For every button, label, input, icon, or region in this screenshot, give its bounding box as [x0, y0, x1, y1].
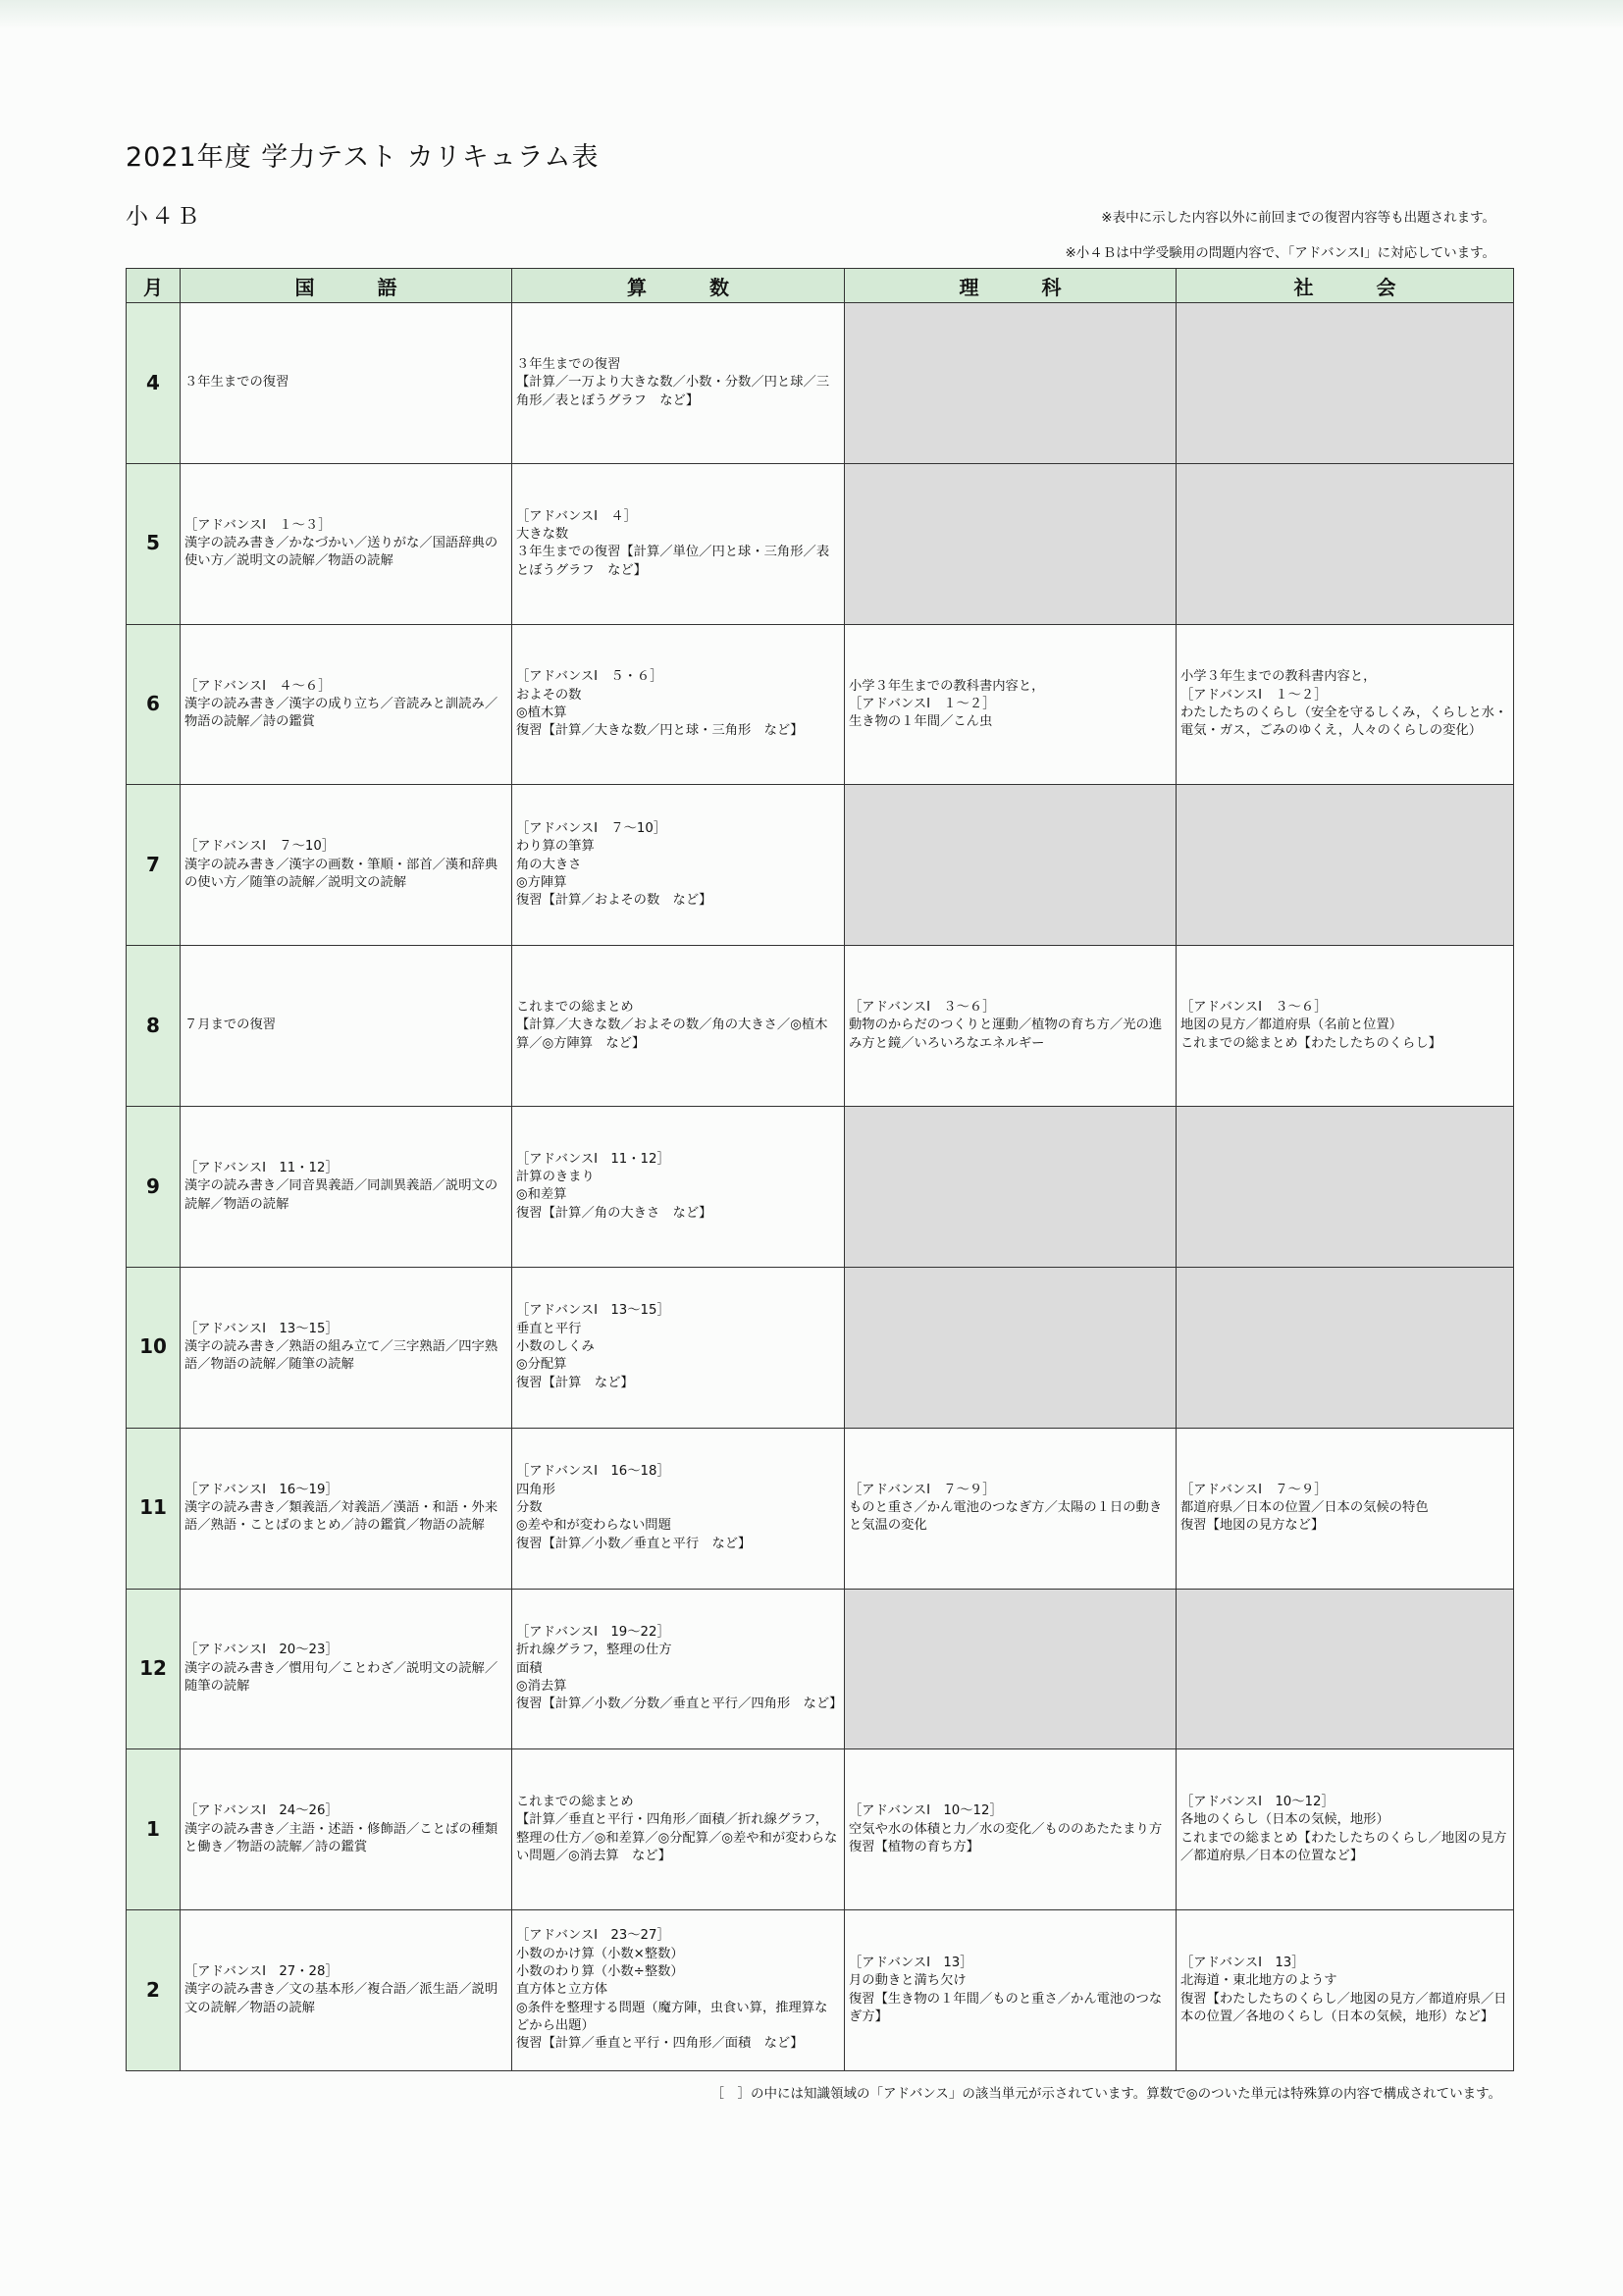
table-row — [127, 946, 1514, 1107]
sansu-cell: ［アドバンスⅠ 13～15］ 垂直と平行 小数のしくみ ◎分配算 復習【計算 など】 — [512, 1267, 845, 1428]
month-cell: 9 — [127, 1107, 181, 1268]
grade-label: 小４Ｂ — [126, 204, 202, 230]
month-cell: 11 — [127, 1428, 181, 1589]
table-header-row — [127, 269, 1514, 303]
table-row — [127, 1428, 1514, 1589]
sansu-cell: ［アドバンスⅠ 16～18］ 四角形 分数 ◎差や和が変わらない問題 復習【計算／小数／垂直と平行 など】 — [512, 1428, 845, 1589]
note-review-content: ※表中に示した内容以外に前回までの復習内容等も出題されます。 — [1101, 210, 1495, 226]
shakai-cell: 小学３年生までの教科書内容と， ［アドバンスⅠ １～２］ わたしたちのくらし（安全を守るしくみ，くらしと水・電気・ガス，ごみのゆくえ，人々のくらしの変化） — [1177, 624, 1514, 785]
kokugo-cell: ［アドバンスⅠ 11・12］ 漢字の読み書き／同音異義語／同訓異義語／説明文の読解／物語の読解 — [181, 1107, 512, 1268]
note-advance-correspondence: ※小４Ｂは中学受験用の問題内容で、「アドバンスⅠ」に対応しています。 — [1065, 245, 1495, 261]
kokugo-cell: ［アドバンスⅠ 13～15］ 漢字の読み書き／熟語の組み立て／三字熟語／四字熟語／物語の読解／随筆の読解 — [181, 1267, 512, 1428]
table-row — [127, 785, 1514, 946]
rika-cell — [845, 1589, 1177, 1749]
header-kokugo: 国 語 — [181, 269, 512, 303]
month-cell: 7 — [127, 785, 181, 946]
shakai-cell: ［アドバンスⅠ ３～６］ 地図の見方／都道府県（名前と位置） これまでの総まとめ【わたしたちのくらし】 — [1177, 946, 1514, 1107]
shakai-cell — [1177, 1267, 1514, 1428]
rika-cell — [845, 1267, 1177, 1428]
table-row — [127, 1589, 1514, 1749]
sansu-cell: ［アドバンスⅠ ５・６］ およその数 ◎植木算 復習【計算／大きな数／円と球・三角形 など】 — [512, 624, 845, 785]
kokugo-cell: ［アドバンスⅠ ７～10］ 漢字の読み書き／漢字の画数・筆順・部首／漢和辞典の使い方／随筆の読解／説明文の読解 — [181, 785, 512, 946]
shakai-cell — [1177, 1589, 1514, 1749]
shakai-cell — [1177, 785, 1514, 946]
shakai-cell: ［アドバンスⅠ 13］ 北海道・東北地方のようす 復習【わたしたちのくらし／地図の見方／都道府県／日本の位置／各地のくらし（日本の気候，地形）など】 — [1177, 1910, 1514, 2071]
page-title: 2021年度 学力テスト カリキュラム表 — [126, 142, 600, 173]
rika-cell: 小学３年生までの教科書内容と， ［アドバンスⅠ １～２］ 生き物の１年間／こん虫 — [845, 624, 1177, 785]
rika-cell: ［アドバンスⅠ ３～６］ 動物のからだのつくりと運動／植物の育ち方／光の進み方と鏡／いろいろなエネルギー — [845, 946, 1177, 1107]
shakai-cell: ［アドバンスⅠ ７～９］ 都道府県／日本の位置／日本の気候の特色 復習【地図の見方など】 — [1177, 1428, 1514, 1589]
kokugo-cell: ［アドバンスⅠ ４～６］ 漢字の読み書き／漢字の成り立ち／音読みと訓読み／物語の読解／詩の鑑賞 — [181, 624, 512, 785]
shakai-cell — [1177, 463, 1514, 624]
month-cell: 8 — [127, 946, 181, 1107]
month-cell: 12 — [127, 1589, 181, 1749]
rika-cell — [845, 785, 1177, 946]
table-row — [127, 463, 1514, 624]
rika-cell — [845, 463, 1177, 624]
month-cell: 5 — [127, 463, 181, 624]
sansu-cell: これまでの総まとめ 【計算／大きな数／およその数／角の大きさ／◎植木算／◎方陣算 など】 — [512, 946, 845, 1107]
sansu-cell: ３年生までの復習 【計算／一万より大きな数／小数・分数／円と球／三角形／表とぼうグラフ など】 — [512, 303, 845, 464]
month-cell: 6 — [127, 624, 181, 785]
kokugo-cell: ［アドバンスⅠ 24～26］ 漢字の読み書き／主語・述語・修飾語／ことばの種類と働き／物語の読解／詩の鑑賞 — [181, 1749, 512, 1910]
kokugo-cell: ７月までの復習 — [181, 946, 512, 1107]
rika-cell: ［アドバンスⅠ ７～９］ ものと重さ／かん電池のつなぎ方／太陽の１日の動きと気温の変化 — [845, 1428, 1177, 1589]
kokugo-cell: ［アドバンスⅠ １～３］ 漢字の読み書き／かなづかい／送りがな／国語辞典の使い方／説明文の読解／物語の読解 — [181, 463, 512, 624]
kokugo-cell: ［アドバンスⅠ 20～23］ 漢字の読み書き／慣用句／ことわざ／説明文の読解／随筆の読解 — [181, 1589, 512, 1749]
rika-cell: ［アドバンスⅠ 10～12］ 空気や水の体積と力／水の変化／もののあたたまり方 復習【植物の育ち方】 — [845, 1749, 1177, 1910]
header-month: 月 — [127, 269, 181, 303]
shakai-cell — [1177, 303, 1514, 464]
sansu-cell: ［アドバンスⅠ 11・12］ 計算のきまり ◎和差算 復習【計算／角の大きさ など】 — [512, 1107, 845, 1268]
table-row — [127, 1107, 1514, 1268]
month-cell: 2 — [127, 1910, 181, 2071]
header-rika: 理 科 — [845, 269, 1177, 303]
shakai-cell — [1177, 1107, 1514, 1268]
rika-cell: ［アドバンスⅠ 13］ 月の動きと満ち欠け 復習【生き物の１年間／ものと重さ／かん電池のつなぎ方】 — [845, 1910, 1177, 2071]
table-row — [127, 1910, 1514, 2071]
table-row — [127, 1267, 1514, 1428]
table-row — [127, 1749, 1514, 1910]
kokugo-cell: ［アドバンスⅠ 27・28］ 漢字の読み書き／文の基本形／複合語／派生語／説明文の読解／物語の読解 — [181, 1910, 512, 2071]
sansu-cell: これまでの総まとめ 【計算／垂直と平行・四角形／面積／折れ線グラフ，整理の仕方／◎和差算／◎分配算／◎差や和が変わらない問題／◎消去算 など】 — [512, 1749, 845, 1910]
header-shakai: 社 会 — [1177, 269, 1514, 303]
rika-cell — [845, 1107, 1177, 1268]
shakai-cell: ［アドバンスⅠ 10～12］ 各地のくらし（日本の気候，地形） これまでの総まとめ【わたしたちのくらし／地図の見方／都道府県／日本の位置など】 — [1177, 1749, 1514, 1910]
rika-cell — [845, 303, 1177, 464]
top-band — [0, 0, 1623, 29]
sansu-cell: ［アドバンスⅠ 19～22］ 折れ線グラフ，整理の仕方 面積 ◎消去算 復習【計算／小数／分数／垂直と平行／四角形 など】 — [512, 1589, 845, 1749]
kokugo-cell: ［アドバンスⅠ 16～19］ 漢字の読み書き／類義語／対義語／漢語・和語・外来語／熟語・ことばのまとめ／詩の鑑賞／物語の読解 — [181, 1428, 512, 1589]
month-cell: 4 — [127, 303, 181, 464]
footer-note: ［ ］の中には知識領域の「アドバンス」の該当単元が示されています。算数で◎のついた単元は特殊算の内容で構成されています。 — [710, 2086, 1501, 2102]
table-body — [127, 303, 1514, 2071]
month-cell: 1 — [127, 1749, 181, 1910]
header-sansu: 算 数 — [512, 269, 845, 303]
table-row — [127, 303, 1514, 464]
sansu-cell: ［アドバンスⅠ 23～27］ 小数のかけ算（小数×整数） 小数のわり算（小数÷整数） 直方体と立方体 ◎条件を整理する問題（魔方陣，虫食い算，推理算などから出題） 復習【計算／垂直と平行・四角形／面積 など】 — [512, 1910, 845, 2071]
kokugo-cell: ３年生までの復習 — [181, 303, 512, 464]
curriculum-table — [126, 268, 1514, 2071]
sansu-cell: ［アドバンスⅠ ７～10］ わり算の筆算 角の大きさ ◎方陣算 復習【計算／およその数 など】 — [512, 785, 845, 946]
table-row — [127, 624, 1514, 785]
month-cell: 10 — [127, 1267, 181, 1428]
sansu-cell: ［アドバンスⅠ ４］ 大きな数 ３年生までの復習【計算／単位／円と球・三角形／表とぼうグラフ など】 — [512, 463, 845, 624]
